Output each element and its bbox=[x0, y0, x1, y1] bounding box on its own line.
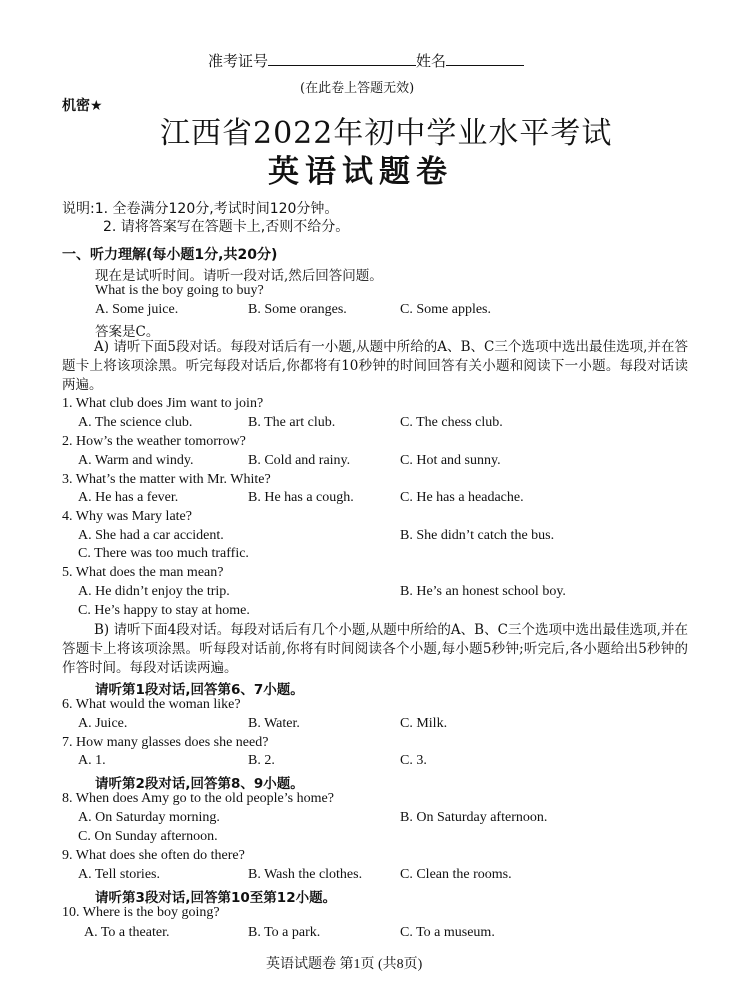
q7-option-a: A. 1. bbox=[78, 753, 106, 768]
dialogue-3-heading: 请听第3段对话,回答第10至第12小题。 bbox=[95, 890, 337, 906]
part-a-instructions: A) 请听下面5段对话。每段对话后有一小题,从题中所给的A、B、C三个选项中选出最佳选项,并在答题卡上将该项涂黑。听完每段对话后,你都将有10秒钟的时间回答有关小题和阅读下一小题。每段对话读两遍。 bbox=[62, 339, 688, 393]
q9-option-a: A. Tell stories. bbox=[78, 867, 160, 882]
q8-option-c: C. On Sunday afternoon. bbox=[78, 829, 218, 844]
question-3: 3. What’s the matter with Mr. White? bbox=[62, 472, 271, 487]
example-option-c: C. Some apples. bbox=[400, 302, 491, 317]
q10-option-c: C. To a museum. bbox=[400, 925, 495, 940]
dialogue-1-heading: 请听第1段对话,回答第6、7小题。 bbox=[95, 682, 304, 698]
q1-option-c: C. The chess club. bbox=[400, 415, 503, 430]
instructions-lead: 说明: bbox=[62, 201, 95, 217]
q10-option-a: A. To a theater. bbox=[84, 925, 170, 940]
q6-option-c: C. Milk. bbox=[400, 716, 448, 731]
q7-option-b: B. 2. bbox=[248, 753, 275, 768]
q5-option-c: C. He’s happy to stay at home. bbox=[78, 603, 250, 618]
instruction-1: 1. 全卷满分120分,考试时间120分钟。 bbox=[94, 201, 339, 217]
question-5: 5. What does the man mean? bbox=[62, 565, 224, 580]
q2-option-a: A. Warm and windy. bbox=[78, 453, 194, 468]
q2-option-b: B. Cold and rainy. bbox=[248, 453, 351, 468]
example-intro: 现在是试听时间。请听一段对话,然后回答问题。 bbox=[95, 268, 383, 284]
q3-option-c: C. He has a headache. bbox=[400, 490, 524, 505]
q4-option-c: C. There was too much traffic. bbox=[78, 546, 249, 561]
instruction-2: 2. 请将答案写在答题卡上,否则不给分。 bbox=[103, 219, 350, 235]
example-answer: 答案是C。 bbox=[95, 324, 160, 340]
question-9: 9. What does she often do there? bbox=[62, 848, 245, 863]
question-6: 6. What would the woman like? bbox=[62, 697, 241, 712]
question-4: 4. Why was Mary late? bbox=[62, 509, 192, 524]
q10-option-b: B. To a park. bbox=[248, 925, 321, 940]
exam-title: 江西省2022年初中学业水平考试 bbox=[160, 116, 613, 151]
q3-option-b: B. He has a cough. bbox=[248, 490, 354, 505]
exam-id-label: 准考证号 bbox=[208, 54, 269, 70]
question-8: 8. When does Amy go to the old people’s home? bbox=[62, 791, 334, 806]
question-7: 7. How many glasses does she need? bbox=[62, 735, 269, 750]
question-1: 1. What club does Jim want to join? bbox=[62, 396, 264, 411]
notice-text: (在此卷上答题无效) bbox=[300, 81, 415, 96]
q7-option-c: C. 3. bbox=[400, 753, 427, 768]
page-footer: 英语试题卷 第1页 (共8页) bbox=[266, 957, 423, 972]
q9-option-c: C. Clean the rooms. bbox=[400, 867, 512, 882]
q8-option-b: B. On Saturday afternoon. bbox=[400, 810, 548, 825]
example-option-b: B. Some oranges. bbox=[248, 302, 347, 317]
secret-mark: 机密★ bbox=[62, 98, 103, 114]
q4-option-b: B. She didn’t catch the bus. bbox=[400, 528, 555, 543]
q1-option-b: B. The art club. bbox=[248, 415, 336, 430]
q8-option-a: A. On Saturday morning. bbox=[78, 810, 220, 825]
q2-option-c: C. Hot and sunny. bbox=[400, 453, 501, 468]
q5-option-a: A. He didn’t enjoy the trip. bbox=[78, 584, 230, 599]
q6-option-a: A. Juice. bbox=[78, 716, 128, 731]
q5-option-b: B. He’s an honest school boy. bbox=[400, 584, 566, 599]
dialogue-2-heading: 请听第2段对话,回答第8、9小题。 bbox=[95, 776, 304, 792]
q6-option-b: B. Water. bbox=[248, 716, 300, 731]
question-2: 2. How’s the weather tomorrow? bbox=[62, 434, 246, 449]
q3-option-a: A. He has a fever. bbox=[78, 490, 179, 505]
q1-option-a: A. The science club. bbox=[78, 415, 193, 430]
name-label: 姓名 bbox=[416, 54, 447, 70]
name-blank bbox=[446, 51, 524, 66]
example-option-a: A. Some juice. bbox=[95, 302, 179, 317]
section-heading: 一、听力理解(每小题1分,共20分) bbox=[62, 247, 278, 263]
part-b-instructions: B) 请听下面4段对话。每段对话后有几个小题,从题中所给的A、B、C三个选项中选出最佳选项,并在答题卡上将该项涂黑。听每段对话前,你将有时间阅读各个小题,每小题5秒钟;听完后,各小题给出5秒钟的作答时间。每段对话读两遍。 bbox=[62, 622, 688, 676]
question-10: 10. Where is the boy going? bbox=[62, 905, 220, 920]
q4-option-a: A. She had a car accident. bbox=[78, 528, 224, 543]
example-question: What is the boy going to buy? bbox=[95, 283, 264, 298]
instructions-line1 bbox=[62, 198, 338, 218]
exam-subtitle: 英语试题卷 bbox=[268, 154, 453, 190]
q9-option-b: B. Wash the clothes. bbox=[248, 867, 363, 882]
exam-id-blank bbox=[268, 51, 416, 66]
exam-id-field bbox=[208, 50, 524, 71]
